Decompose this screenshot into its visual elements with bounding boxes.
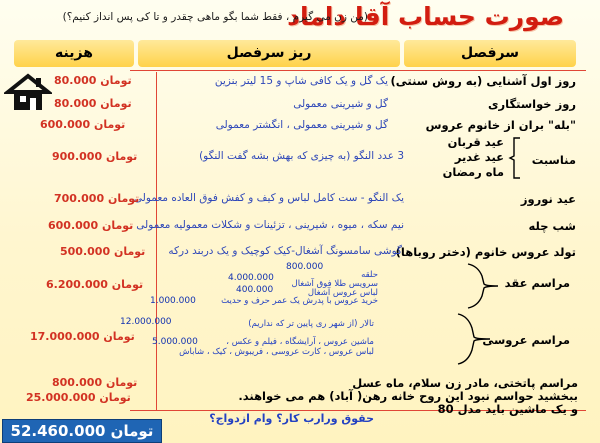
arusi-category: مراسم عروسی bbox=[482, 333, 570, 347]
row-cost: 80.000 تومان bbox=[54, 74, 132, 87]
row-category: مناسبت bbox=[531, 153, 576, 167]
final-category: مراسم پاتختی، مادر زن سلام، ماه عسل bbox=[352, 376, 578, 390]
arusi-item: ماشین عروس ، آرایشگاه ، فیلم و عکس ، bbox=[226, 337, 374, 347]
column-divider bbox=[156, 72, 157, 410]
row-detail: گل و شیرینی معمولی ، انگشتر معمولی bbox=[215, 119, 388, 131]
row-cost: 500.000 تومان bbox=[60, 245, 146, 258]
table-header bbox=[0, 40, 600, 67]
aghd-category: مراسم عقد bbox=[504, 276, 570, 290]
row-category: تولد عروس خانوم (دختر روباها) bbox=[395, 245, 576, 259]
arusi-item: تالار (از شهر ری پایین تر که نداریم) bbox=[248, 319, 374, 329]
row-cost: 900.000 تومان bbox=[52, 150, 138, 163]
occasion-bracket bbox=[508, 136, 522, 180]
header-sarfasl: سرفصل bbox=[404, 40, 576, 67]
header-riz-sarfasl: ریز سرفصل bbox=[138, 40, 400, 67]
arusi-value: 12.000.000 bbox=[120, 317, 172, 327]
aghd-cost: 6.200.000 تومان bbox=[46, 278, 144, 291]
row-detail: گل و شیرینی معمولی bbox=[293, 98, 388, 110]
aghd-item: سرویس طلا فوق آشغال bbox=[291, 279, 378, 289]
row-category: شب چله bbox=[528, 219, 576, 233]
occasion-item: عید غدیر bbox=[454, 150, 504, 164]
row-detail: گوشی سامسونگ آشغال-کیک کوچیک و یک دربند درکه bbox=[168, 245, 402, 257]
aghd-bracket bbox=[464, 262, 500, 310]
aghd-item: خرید عروس با پدرش یک عمر حرف و حدیث bbox=[221, 296, 378, 306]
arusi-item: لباس عروس ، کارت عروسی ، فریبوش ، کیک ، شاباش bbox=[179, 347, 374, 357]
row-category: "بله" بران از خانوم عروس bbox=[425, 118, 576, 132]
total-box: 52.460.000 تومان bbox=[2, 419, 162, 443]
aghd-value: 1.000.000 bbox=[150, 296, 196, 306]
aghd-item: حلقه bbox=[361, 270, 378, 280]
header-hazine: هزینه bbox=[14, 40, 134, 67]
divider bbox=[130, 70, 586, 71]
aghd-item: لباس عروس آشغال bbox=[307, 288, 378, 298]
row-cost: 80.000 تومان bbox=[54, 97, 132, 110]
question-footer: حقوق ورارب کار؟ وام ازدواج؟ bbox=[209, 412, 374, 425]
aghd-value: 400.000 bbox=[236, 285, 274, 295]
occasion-item: عید قربان bbox=[447, 135, 504, 149]
final-cost: 25.000.000 تومان bbox=[26, 391, 131, 404]
final-category: ببخشید حواسم نبود این روح خانه رهن( آباد) هم می خواهند. bbox=[238, 389, 578, 403]
arusi-bracket bbox=[454, 312, 492, 366]
row-cost: 600.000 تومان bbox=[40, 118, 126, 131]
arusi-value: 5.000.000 bbox=[152, 337, 198, 347]
row-category: عید نوروز bbox=[520, 192, 576, 206]
row-detail: 3 عدد النگو (به چیزی که بهش بشه گفت النگو) bbox=[199, 150, 404, 162]
final-category: و یک ماشین باید مدل 80 bbox=[437, 402, 578, 416]
arusi-cost: 17.000.000 تومان bbox=[30, 330, 135, 343]
row-category: روز خواستگاری bbox=[487, 97, 576, 111]
page-title: صورت حساب آقا داماد bbox=[287, 2, 564, 31]
aghd-value: 800.000 bbox=[286, 262, 324, 272]
row-cost: 700.000 تومان bbox=[54, 192, 140, 205]
final-cost: 800.000 تومان bbox=[52, 376, 138, 389]
row-category: روز اول آشنایی (به روش سنتی) bbox=[390, 74, 576, 88]
row-detail: یک النگو - ست کامل لباس و کیف و کفش فوق العاده معمولی bbox=[133, 192, 404, 204]
row-detail: یک گل و یک کافی شاپ و 15 لیتر بنزین bbox=[214, 75, 388, 87]
page-subtitle: (من زن می گیرم ، فقط شما بگو ماهی چقدر و تا کی پس انداز کنیم؟) bbox=[62, 11, 368, 23]
occasion-item: ماه رمضان bbox=[442, 165, 504, 179]
row-cost: 600.000 تومان bbox=[48, 219, 134, 232]
aghd-value: 4.000.000 bbox=[228, 273, 274, 283]
house-icon bbox=[4, 72, 52, 114]
row-detail: نیم سکه ، میوه ، شیرینی ، تزئینات و شکلات معمولیه معمولی bbox=[136, 219, 404, 231]
